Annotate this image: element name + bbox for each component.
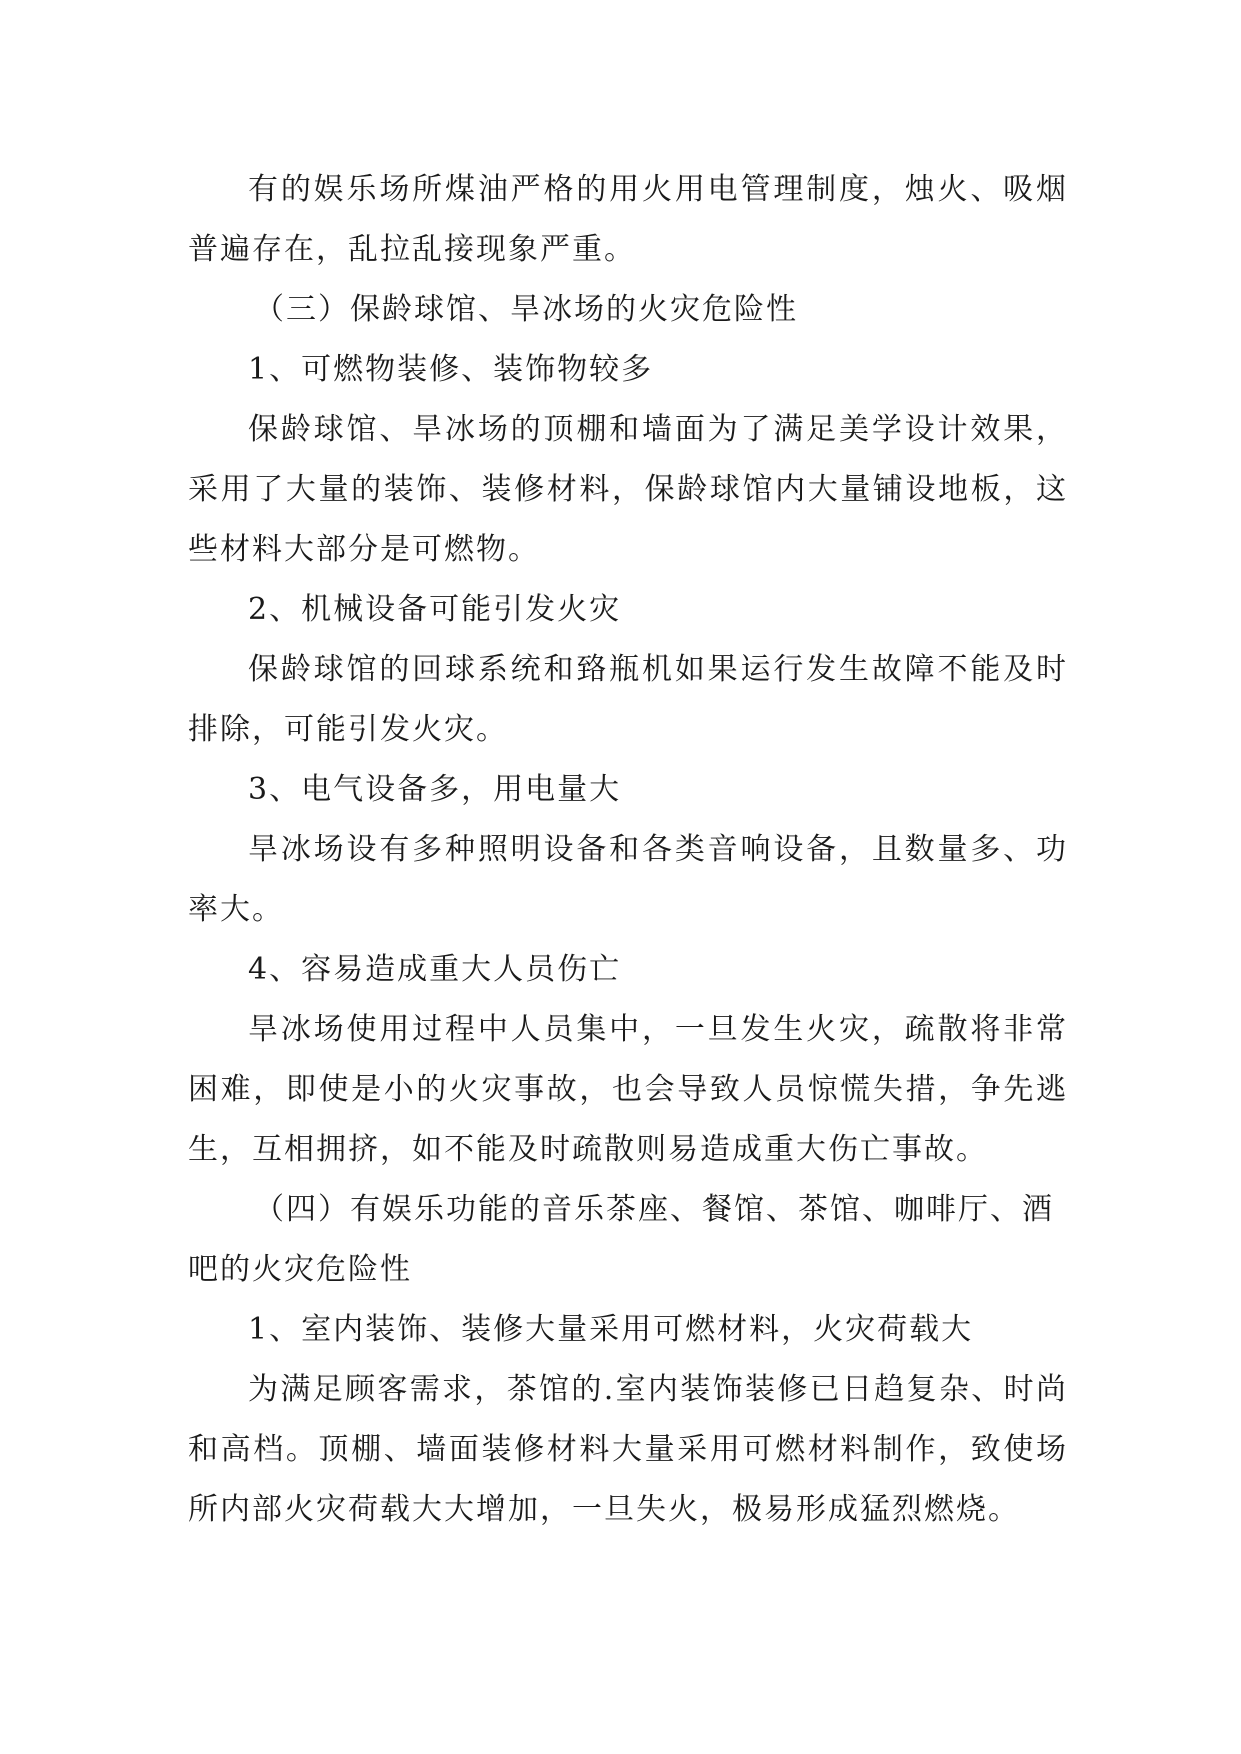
section-heading: （四）有娱乐功能的音乐茶座、餐馆、茶馆、咖啡厅、酒吧的火灾危险性 (188, 1192, 1054, 1287)
item-heading: 2、机械设备可能引发火灾 (248, 592, 622, 627)
paragraph: 保龄球馆、旱冰场的顶棚和墙面为了满足美学设计效果，采用了大量的装饰、装修材料，保龄球馆内大量铺设地板，这些材料大部分是可燃物。 (188, 412, 1068, 567)
item-heading: 1、可燃物装修、装饰物较多 (248, 352, 654, 387)
item-heading: 3、电气设备多，用电量大 (248, 772, 622, 807)
paragraph: 旱冰场设有多种照明设备和各类音响设备，且数量多、功率大。 (188, 832, 1068, 927)
body-text (188, 160, 1068, 1540)
paragraph: 有的娱乐场所煤油严格的用火用电管理制度，烛火、吸烟普遍存在，乱拉乱接现象严重。 (188, 172, 1068, 267)
paragraph: 为满足顾客需求，茶馆的.室内装饰装修已日趋复杂、时尚和高档。顶棚、墙面装修材料大量采用可燃材料制作，致使场所内部火灾荷载大大增加，一旦失火，极易形成猛烈燃烧。 (188, 1372, 1068, 1527)
paragraph: 保龄球馆的回球系统和臵瓶机如果运行发生故障不能及时排除，可能引发火灾。 (188, 652, 1068, 747)
item-heading: 4、容易造成重大人员伤亡 (248, 952, 622, 987)
section-heading: （三）保龄球馆、旱冰场的火灾危险性 (254, 292, 798, 327)
item-heading: 1、室内装饰、装修大量采用可燃材料，火灾荷载大 (248, 1312, 974, 1347)
paragraph: 旱冰场使用过程中人员集中，一旦发生火灾，疏散将非常困难，即使是小的火灾事故，也会导致人员惊慌失措，争先逃生，互相拥挤，如不能及时疏散则易造成重大伤亡事故。 (188, 1012, 1068, 1167)
